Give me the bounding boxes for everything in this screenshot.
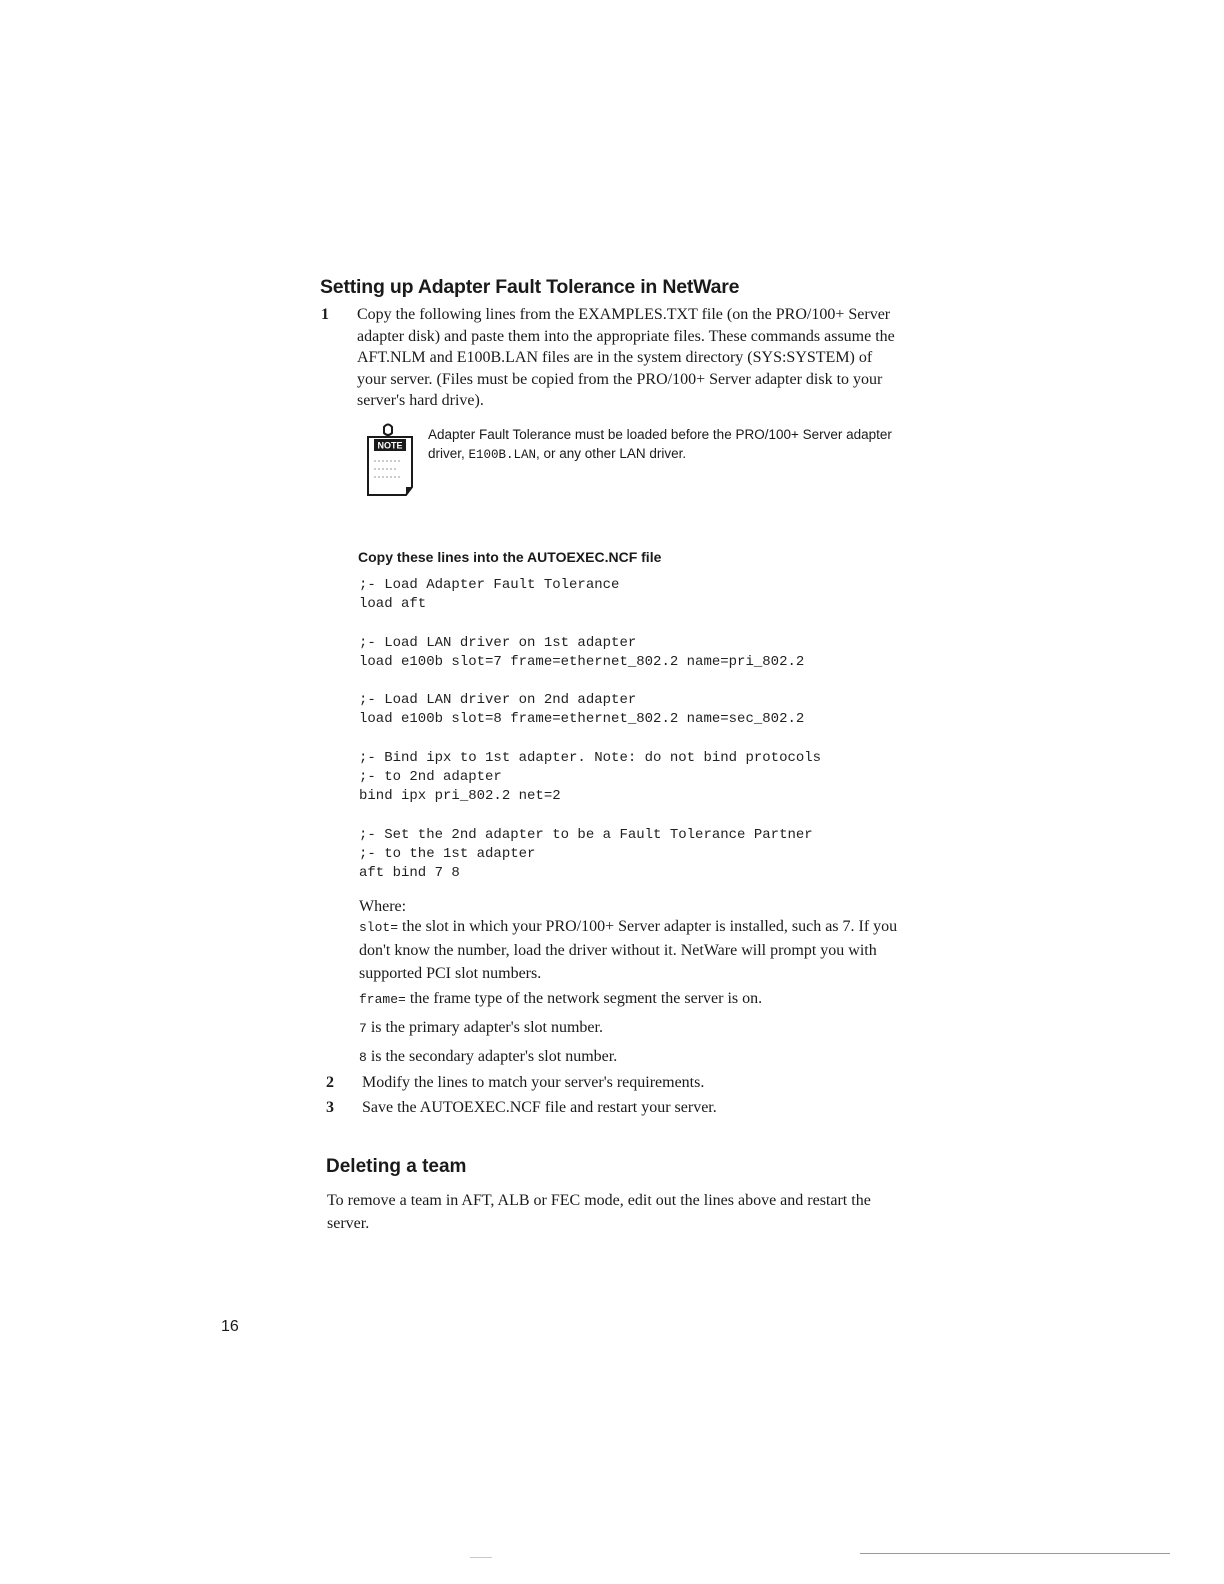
definition-secondary-slot (359, 1045, 899, 1069)
definition-frame (359, 987, 899, 1011)
scan-artifact-line (470, 1557, 492, 1558)
definition-slot (359, 915, 899, 985)
definition-text: is the primary adapter's slot number. (366, 1019, 603, 1036)
definition-text: is the secondary adapter's slot number. (366, 1048, 618, 1065)
step-number: 2 (326, 1074, 334, 1091)
definition-text: the slot in which your PRO/100+ Server adapter is installed, such as 7. If you don't know the number, load the driver without it. NetWare will prompt you with supported PCI slot numbers. (359, 918, 898, 982)
definition-primary-slot (359, 1016, 899, 1040)
note-icon (362, 423, 424, 499)
autoexec-code-block: ;- Load Adapter Fault Tolerance load aft ;- Load LAN driver on 1st adapter load e100b slot=7 frame=ethernet_802.2 name=pri_802.2 ;- Load LAN driver on 2nd adapter load e100b slot=8 frame=ethernet_802.2 name=sec_802.2 ;- Bind ipx to 1st adapter. Note: do not bind protocols ;- to 2nd adapter bind ipx pri_802.2 net=2 ;- Set the 2nd adapter to be a Fault Tolerance Partner ;- to the 1st adapter aft bind 7 8 (359, 577, 822, 882)
copy-lines-heading: Copy these lines into the AUTOEXEC.NCF file (358, 549, 662, 565)
note-text-after: , or any other LAN driver. (536, 446, 687, 461)
definition-term: slot= (359, 920, 399, 935)
section-heading-deleting-team: Deleting a team (326, 1156, 467, 1177)
definition-term: 7 (359, 1021, 367, 1036)
where-label: Where: (359, 898, 407, 915)
page-number: 16 (221, 1318, 239, 1335)
definition-text: the frame type of the network segment the server is on. (405, 990, 763, 1007)
note-icon-label: NOTE (377, 440, 403, 451)
deleting-team-paragraph: To remove a team in AFT, ALB or FEC mode, edit out the lines above and restart the server. (327, 1192, 871, 1232)
note-callout (362, 423, 902, 503)
note-text-before: Adapter Fault Tolerance must be loaded before the PRO/100+ Server adapter driver, (428, 427, 892, 461)
definition-term: frame= (359, 992, 406, 1007)
step-number: 1 (321, 306, 329, 323)
note-text (428, 425, 898, 465)
note-driver-file: E100B.LAN (468, 448, 537, 462)
scan-artifact-line (860, 1553, 1170, 1554)
definition-term: 8 (359, 1050, 367, 1065)
step-number: 3 (326, 1099, 334, 1116)
step-text: Copy the following lines from the EXAMPLES.TXT file (on the PRO/100+ Server adapter disk) and paste them into the appropriate files. These commands assume the AFT.NLM and E100B.LAN files are in the system directory (SYS:SYSTEM) of your server. (Files must be copied from the PRO/100+ Server adapter disk to your server's hard drive). (357, 306, 895, 409)
step-text: Save the AUTOEXEC.NCF file and restart your server. (362, 1099, 717, 1116)
step-text: Modify the lines to match your server's requirements. (362, 1074, 705, 1091)
section-heading-aft-netware: Setting up Adapter Fault Tolerance in NetWare (320, 276, 740, 298)
